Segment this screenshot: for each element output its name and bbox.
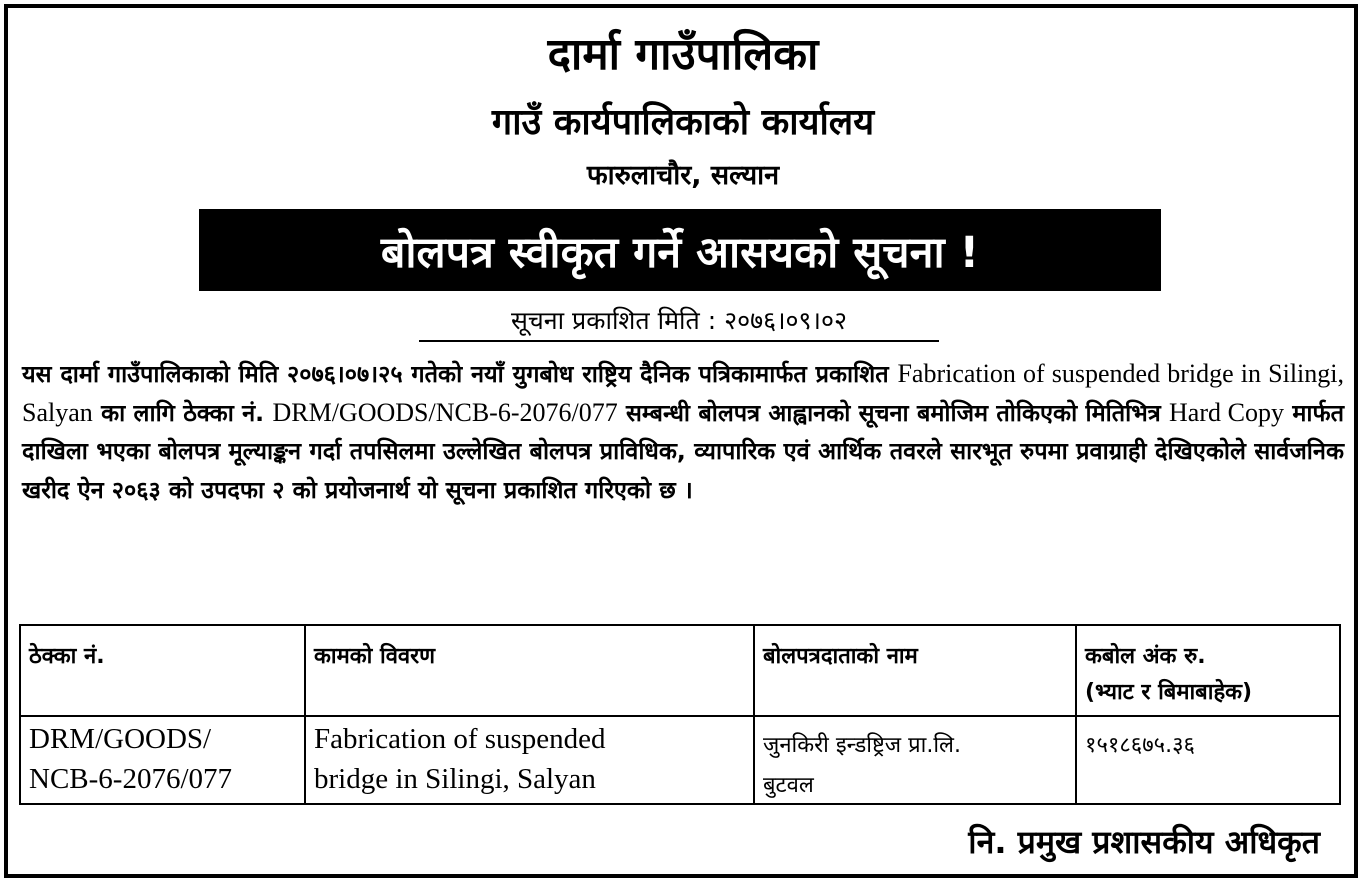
- bid-table: [19, 624, 1341, 805]
- table-cell-work-line2: bridge in Silingi, Salyan: [314, 763, 596, 795]
- body-contract-label: का लागि ठेक्का नं.: [101, 398, 265, 427]
- notice-title: बोलपत्र स्वीकृत गर्ने आसयको सूचना !: [380, 227, 980, 278]
- municipality-name: दार्मा गाउँपालिका: [547, 29, 819, 80]
- office-location: फारुलाचौर, सल्यान: [586, 160, 780, 191]
- table-header-bidder: बोलपत्रदाताको नाम: [763, 644, 918, 669]
- table-cell-work-line1: Fabrication of suspended: [314, 723, 606, 755]
- notice-title-banner: [199, 209, 1161, 291]
- signatory-title: नि. प्रमुख प्रशासकीय अधिकृत: [968, 823, 1320, 861]
- publication-date: सूचना प्रकाशित मिति : २०७६।०९।०२: [419, 302, 939, 342]
- table-header-contract: ठेक्का नं.: [29, 644, 105, 669]
- table-cell-contract-line2: NCB-6-2076/077: [29, 763, 232, 795]
- body-contract-code: DRM/GOODS/NCB-6-2076/077: [272, 397, 618, 427]
- body-project-name: Fabrication of suspended bridge in Silingi, Salyan: [22, 359, 1344, 427]
- body-hard-copy: Hard Copy: [1169, 397, 1284, 427]
- table-header-amount-note: (भ्याट र बिमाबाहेक): [1085, 680, 1253, 705]
- notice-body: [22, 355, 1344, 509]
- body-intro: यस दार्मा गाउँपालिकाको मिति २०७६।०७।२५ गतेको नयाँ युगबोध राष्ट्रिय दैनिक पत्रिकामार्फत प्रकाशित: [22, 360, 889, 388]
- office-name: गाउँ कार्यपालिकाको कार्यालय: [491, 102, 875, 143]
- table-header-divider: [21, 715, 1339, 717]
- body-reference: सम्बन्धी बोलपत्र आह्वानको सूचना बमोजिम तोकिएको मितिभित्र: [626, 398, 1161, 427]
- table-header-work: कामको विवरण: [314, 644, 436, 669]
- table-cell-bidder-line1: जुनकिरी इन्डष्ट्रिज प्रा.लि.: [763, 733, 961, 758]
- table-cell-amount: १५१८६७५.३६: [1085, 733, 1195, 758]
- table-cell-contract-line1: DRM/GOODS/: [29, 723, 212, 755]
- body-conclusion: मार्फत दाखिला भएका बोलपत्र मूल्याङ्कन गर्दा तपसिलमा उल्लेखित बोलपत्र प्राविधिक, व्यापारिक एवं आर्थिक तवरले सारभूत रुपमा प्रवाग्राही देखिएकोले सार्वजनिक खरीद ऐन २०६३ को उपदफा २ को प्रयोजनार्थ यो सूचना प्रकाशित गरिएको छ ।: [22, 398, 1344, 504]
- table-cell-bidder-line2: बुटवल: [763, 773, 814, 798]
- table-header-amount: कबोल अंक रु.: [1085, 644, 1206, 669]
